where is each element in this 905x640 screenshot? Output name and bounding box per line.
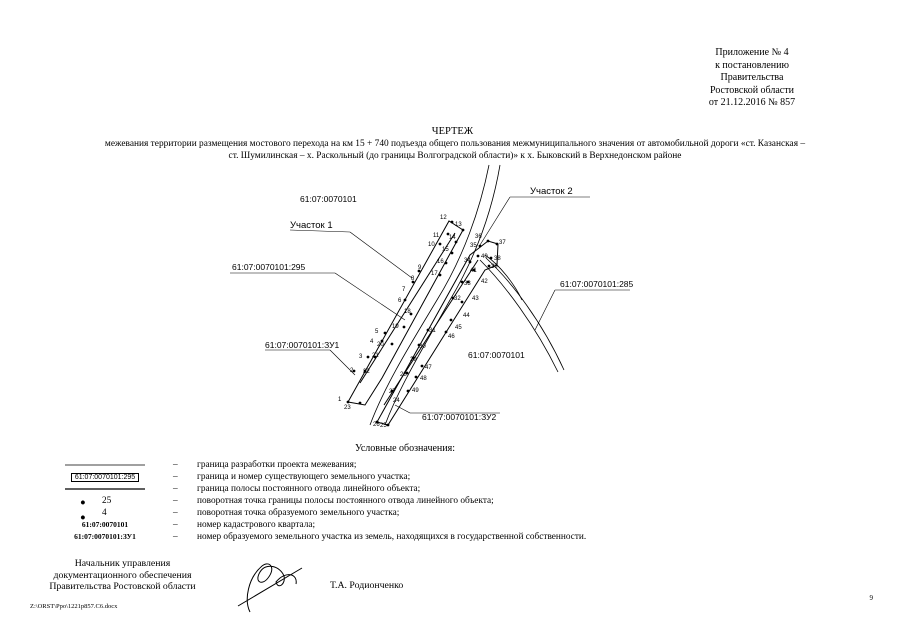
legend-boxed-parcel-number: 61:07:0070101:295: [71, 473, 139, 482]
legend-dash: –: [173, 520, 178, 530]
legend-line-icon: [50, 459, 160, 471]
point-label: 44: [463, 313, 470, 319]
boundary-point-dot: [451, 252, 454, 255]
boundary-point-dot: [415, 376, 418, 379]
point-label: 46: [448, 334, 455, 340]
cadastral-quarter-label: 61:07:0070101: [300, 194, 357, 204]
signer-position: [30, 558, 215, 593]
point-label: 15: [442, 247, 449, 253]
point-label: 9: [418, 265, 422, 271]
legend-title: Условные обозначения:: [354, 443, 455, 454]
point-label: 10: [428, 242, 435, 248]
road-edge-line: [385, 165, 500, 425]
boundary-point-dot: [407, 390, 410, 393]
bullet-icon: ●: [80, 498, 86, 508]
appendix-line: Правительства: [720, 72, 784, 84]
boundary-point-dot: [496, 243, 499, 246]
point-label: 11: [433, 233, 440, 239]
road-edge-line: [370, 165, 489, 425]
signature-mark: [238, 564, 302, 612]
legend-dash: –: [173, 508, 178, 518]
boundary-point-dot: [487, 240, 490, 243]
boundary-point-dot: [367, 356, 370, 359]
legend-zu-number: 61:07:0070101:ЗУ1: [74, 532, 136, 541]
boundary-point-dot: [445, 331, 448, 334]
legend-text: граница разработки проекта межевания;: [197, 460, 357, 470]
point-label: 18: [404, 309, 411, 315]
point-label: 5: [375, 329, 379, 335]
legend-point-number: 4: [102, 508, 107, 518]
boundary-point-dot: [439, 274, 442, 277]
point-label: 34: [464, 258, 471, 264]
point-label: 31: [429, 328, 436, 334]
point-label: 25: [380, 423, 387, 429]
legend-text: поворотная точка границы полосы постоянного отвода линейного объекта;: [197, 496, 494, 506]
point-label: 45: [455, 325, 462, 331]
boundary-point-dot: [479, 245, 482, 248]
point-label: 24: [393, 398, 400, 404]
boundary-point-dot: [391, 343, 394, 346]
boundary-point-dot: [462, 229, 465, 232]
point-label: 8: [411, 276, 415, 282]
subtitle-line: межевания территории размещения мостового перехода на км 15 + 740 подъезда общего пользования межмуниципального значения от автомобильной дороги «ст. Казанская –: [104, 139, 806, 149]
parcel-285-label: 61:07:0070101:285: [560, 279, 634, 289]
boundary-point-dot: [461, 301, 464, 304]
signer-position-line: Начальник управления: [74, 558, 171, 569]
point-label: 3: [359, 354, 363, 360]
point-label: 13: [455, 222, 462, 228]
file-path: Z:\ORST\Ppo\1221p857.С6.docx: [30, 603, 118, 610]
boundary-point-dot: [490, 257, 493, 260]
page-number: 9: [869, 594, 873, 602]
legend-point-number: 25: [102, 496, 112, 506]
point-label: 6: [398, 298, 402, 304]
appendix-line: к постановлению: [715, 59, 789, 71]
point-label: 14: [449, 235, 456, 241]
boundary-point-dot: [347, 401, 350, 404]
legend-quarter-number: 61:07:0070101: [81, 520, 129, 529]
point-label: 4: [370, 339, 374, 345]
point-label: 49: [412, 388, 419, 394]
point-label: 47: [425, 365, 432, 371]
boundary-point-dot: [404, 299, 407, 302]
point-label: 23: [344, 405, 351, 411]
plot1-label: Участок 1: [290, 220, 333, 231]
zu2-label: 61:07:0070101:ЗУ2: [422, 412, 497, 422]
boundary-point-dot: [488, 265, 491, 268]
legend-dash: –: [173, 472, 178, 482]
point-label: 36: [475, 234, 482, 240]
legend-text: поворотная точка образуемого земельного участка;: [197, 508, 400, 518]
point-label: 43: [472, 296, 479, 302]
boundary-point-dot: [455, 241, 458, 244]
point-label: 17: [431, 271, 438, 277]
boundary-point-dot: [421, 365, 424, 368]
signer-position-line: Правительства Ростовской области: [49, 581, 196, 592]
point-label: 12: [440, 215, 447, 221]
point-label: 2: [350, 368, 354, 374]
leader-line: [335, 273, 405, 320]
legend-dash: –: [173, 460, 178, 470]
boundary-point-dot: [384, 332, 387, 335]
point-label: 16: [437, 259, 444, 265]
boundary-point-dot: [439, 243, 442, 246]
parcel-295-label: 61:07:0070101:295: [232, 262, 306, 272]
point-label: 1: [338, 397, 342, 403]
signer-position-line: документационного обеспечения: [53, 569, 192, 581]
bullet-icon: ●: [80, 513, 86, 523]
point-label: 7: [402, 287, 406, 293]
point-label: 30: [419, 344, 426, 350]
point-label: 26: [373, 422, 380, 428]
legend-text: граница и номер существующего земельного участка;: [197, 472, 411, 482]
leader-line: [480, 197, 510, 245]
point-label: 40: [481, 254, 488, 260]
appendix-line: от 21.12.2016 № 857: [708, 97, 796, 109]
leader-line: [350, 232, 412, 278]
point-label: 27: [389, 389, 396, 395]
point-label: 37: [499, 240, 506, 246]
boundary-point-dot: [450, 319, 453, 322]
leader-line: [535, 290, 555, 330]
point-label: 33: [464, 281, 471, 287]
point-label: 28: [400, 372, 407, 378]
point-label: 20: [377, 342, 384, 348]
parcel-boundary-line: [485, 255, 522, 300]
point-label: 41: [470, 268, 477, 274]
legend-dash: –: [173, 532, 178, 542]
subtitle-line: ст. Шумилинская – х. Раскольный (до границы Волгоградской области)» к х. Быковский в Верхнедонском районе: [228, 151, 682, 161]
point-label: 42: [481, 279, 488, 285]
legend-dash: –: [173, 496, 178, 506]
leader-line: [395, 405, 410, 413]
point-label: 48: [420, 376, 427, 382]
boundary-point-dot: [445, 262, 448, 265]
boundary-point-dot: [461, 281, 464, 284]
point-label: 29: [410, 357, 417, 363]
boundary-point-dot: [359, 402, 362, 405]
boundary-point-dot: [477, 255, 480, 258]
appendix-line: Ростовской области: [710, 84, 794, 96]
boundary-point-dot: [403, 326, 406, 329]
plot2-label: Участок 2: [530, 186, 573, 197]
appendix-line: Приложение № 4: [715, 47, 789, 58]
boundary-point-dot: [387, 424, 390, 427]
legend-text: граница полосы постоянного отвода линейного объекта;: [197, 484, 421, 494]
boundary-point-dot: [451, 221, 454, 224]
legend-line-icon: [50, 483, 160, 495]
point-label: 21: [372, 353, 379, 359]
legend-text: номер образуемого земельного участка из земель, находящихся в государственной собственности.: [197, 532, 587, 542]
cadastral-quarter-label: 61:07:0070101: [468, 350, 525, 360]
point-label: 32: [454, 296, 461, 302]
point-label: 38: [494, 256, 501, 262]
zu1-label: 61:07:0070101:ЗУ1: [265, 340, 340, 350]
point-label: 39: [491, 264, 498, 270]
point-label: 22: [363, 369, 370, 375]
point-label: 35: [470, 243, 477, 249]
point-label: 19: [392, 324, 399, 330]
signer-name: Т.А. Родионченко: [330, 580, 404, 591]
legend-text: номер кадастрового квартала;: [197, 520, 316, 530]
document-title: ЧЕРТЕЖ: [431, 126, 474, 137]
legend-dash: –: [173, 484, 178, 494]
